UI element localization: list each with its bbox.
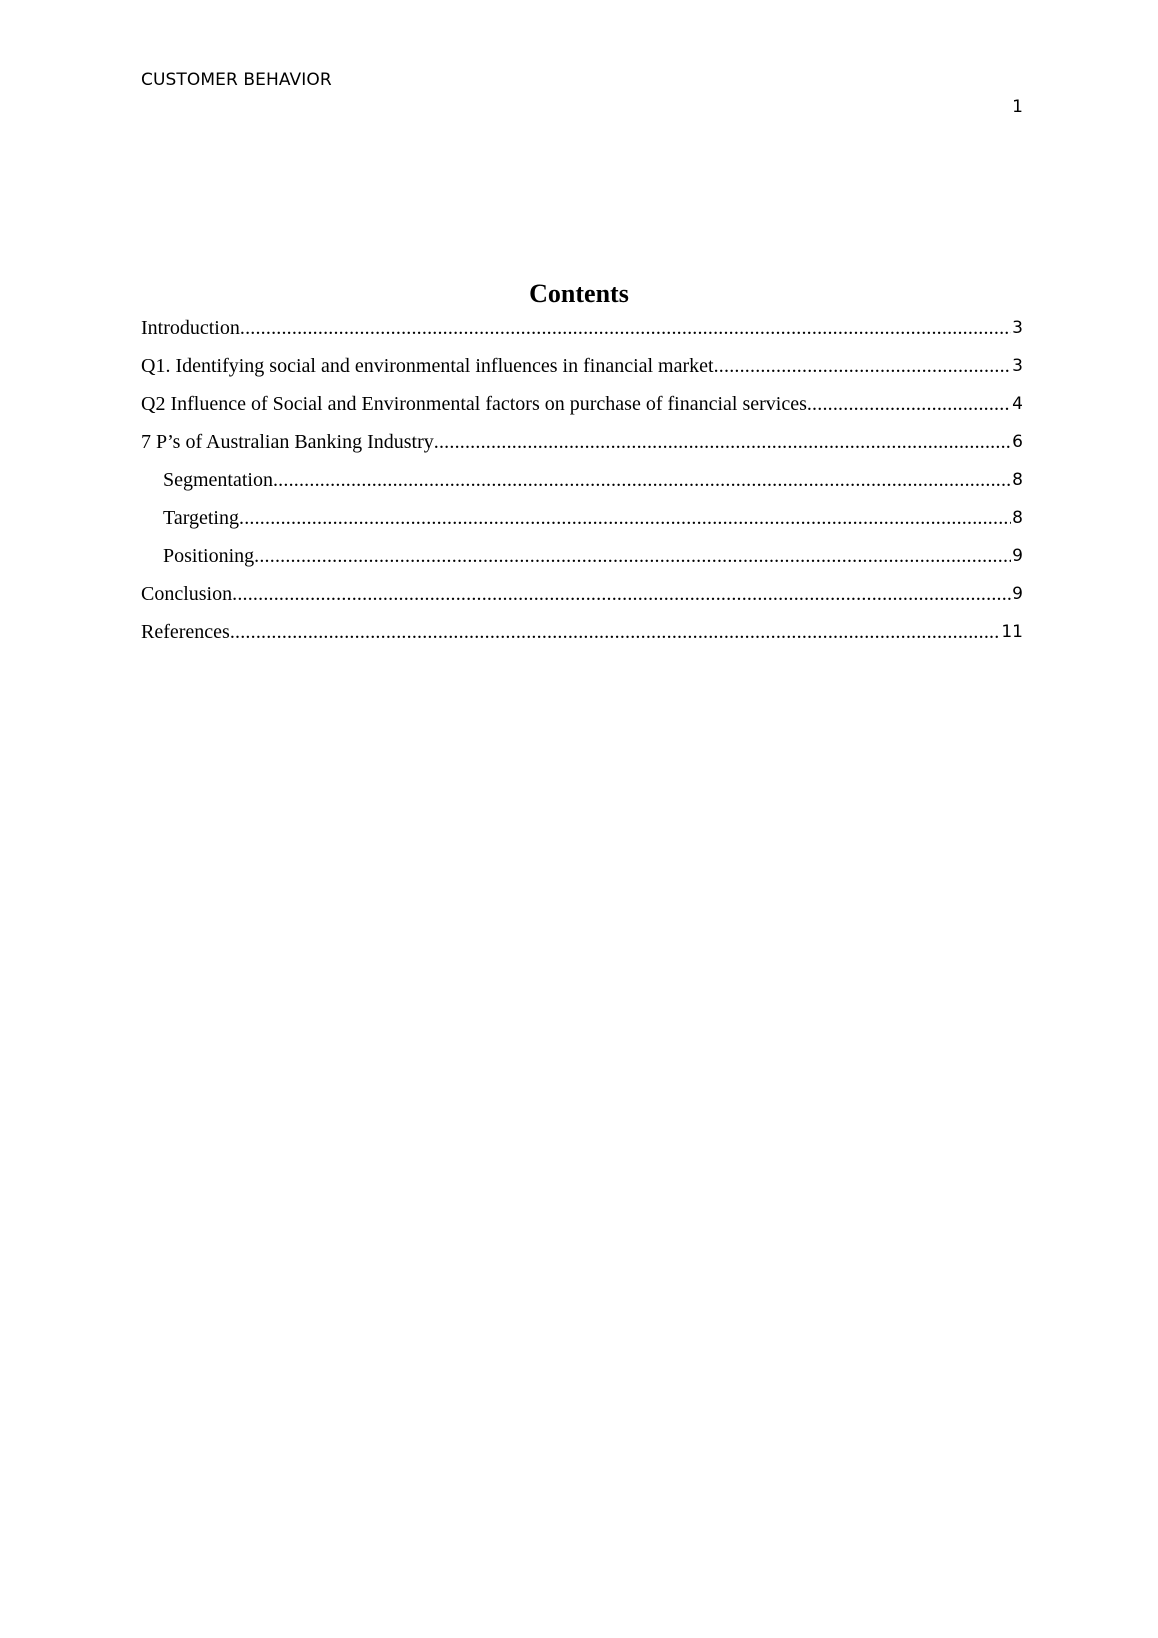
toc-entry-introduction[interactable] (141, 315, 1023, 341)
toc-entry-7ps[interactable] (141, 429, 1023, 455)
toc-dot-leader (240, 315, 1011, 341)
toc-entry-label: Q1. Identifying social and environmental influences in financial market (141, 355, 714, 377)
toc-entry-q1[interactable] (141, 353, 1023, 379)
toc-entry-page: 3 (1012, 318, 1023, 338)
toc-entry-label: Conclusion (141, 583, 233, 605)
toc-entry-q2[interactable] (141, 391, 1023, 417)
toc-dot-leader (434, 429, 1011, 455)
toc-entry-label: References (141, 621, 230, 643)
page-number: 1 (1012, 97, 1023, 117)
toc-dot-leader (273, 467, 1011, 493)
toc-entry-targeting[interactable] (163, 505, 1023, 531)
toc-entry-page: 8 (1012, 470, 1023, 490)
toc-entry-page: 11 (1001, 622, 1023, 642)
toc-entry-positioning[interactable] (163, 543, 1023, 569)
toc-dot-leader (230, 619, 1001, 645)
toc-entry-references[interactable] (141, 619, 1023, 645)
toc-entry-segmentation[interactable] (163, 467, 1023, 493)
toc-entry-label: Introduction (141, 317, 240, 339)
running-header-title: CUSTOMER BEHAVIOR (141, 70, 332, 90)
toc-entry-page: 3 (1012, 356, 1023, 376)
toc-dot-leader (232, 581, 1011, 607)
toc-entry-page: 9 (1012, 584, 1023, 604)
toc-entry-page: 4 (1012, 394, 1023, 414)
toc-dot-leader (714, 353, 1012, 379)
toc-entry-page: 8 (1012, 508, 1023, 528)
toc-entry-conclusion[interactable] (141, 581, 1023, 607)
toc-title: Contents (529, 279, 629, 308)
toc-dot-leader (239, 505, 1011, 531)
toc-dot-leader (254, 543, 1011, 569)
toc-entry-label: 7 P’s of Australian Banking Industry (141, 431, 434, 453)
toc-entry-label: Targeting (163, 507, 239, 529)
toc-entry-page: 9 (1012, 546, 1023, 566)
toc-entry-page: 6 (1012, 432, 1023, 452)
toc-entry-label: Q2 Influence of Social and Environmental factors on purchase of financial services (141, 393, 807, 415)
toc-entry-label: Positioning (163, 545, 255, 567)
toc-dot-leader (807, 391, 1011, 417)
toc-entry-label: Segmentation (163, 469, 273, 491)
